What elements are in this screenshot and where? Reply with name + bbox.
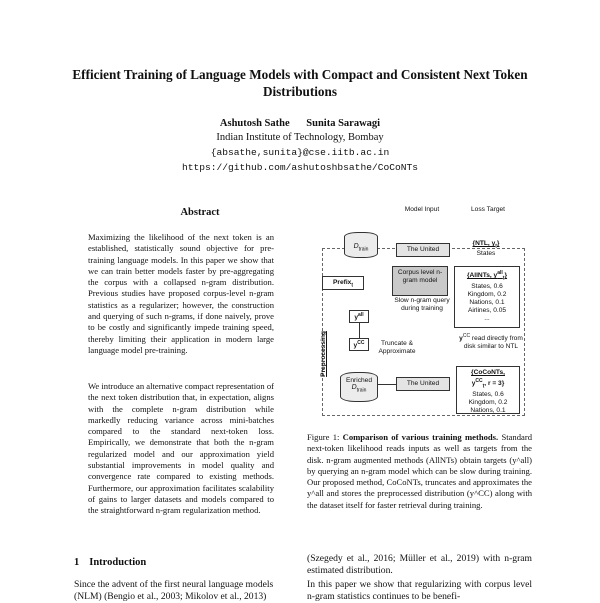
preprocessing-label: Preprocessing [320, 331, 327, 377]
author-list [0, 118, 600, 129]
email[interactable]: {absathe,sunita}@cse.iitb.ac.in [210, 147, 390, 158]
allnts-target-box [454, 266, 520, 328]
truncate-note: Truncate & Approximate [378, 340, 416, 355]
prefix-label: Prefix [333, 279, 352, 286]
allnts-value: Airlines, 0.05 [467, 306, 507, 314]
author-name: Sunita Sarawagi [306, 118, 381, 129]
allnts-value: Kingdom, 0.2 [467, 290, 507, 298]
coconts-value: States, 0.6 [472, 390, 504, 398]
prefix-box: Prefix$_t$ [322, 276, 364, 290]
coconts-value: Kingdom, 0.2 [468, 398, 508, 406]
ntl-tail: } [496, 240, 500, 247]
slow-query-note: Slow n-gram query during training [394, 297, 450, 312]
input-tokens-box: The United [396, 243, 450, 257]
ntl-target-value: States [476, 250, 496, 257]
caption-text: Standard next-token likelihood reads inputs as well as targets from the disk. n-gram augmented methods (AllNTs) obtain targets (y^all) by querying an n-gram model which can be slow during training. Our proposed method, CoCoNTs, truncates and approximates the y^all and stores the preprocessed distribution (y^CC) along with the dataset itself for faster retrieval during training. [307, 432, 532, 510]
input-tokens-box-enriched: The United [396, 377, 450, 391]
enriched-dataset-cylinder: Enriched $D_{train}$ [340, 372, 378, 402]
train-dataset-cylinder [344, 232, 378, 258]
affiliation: Indian Institute of Technology, Bombay [216, 132, 384, 143]
enriched-label: Enriched [345, 377, 373, 384]
coconts-head: {CoCoNTs, [471, 369, 505, 376]
ntl-target-label: {NTL, $y_t$} [472, 240, 500, 250]
y-all-box: $y^{all}$ [349, 310, 369, 323]
coconts-target-box [456, 366, 520, 414]
abstract-paragraph: Maximizing the likelihood of the next token is an established, statistically sound objective for pre-training language models. In this paper we show that we can train better models faster by pre-aggregating the corpus with a collapsed n-gram distribution. Previous studies have proposed corpus-level n-gram statistics as a regularizer; however, the construction and querying of such n-grams, if done naively, prove to be costly and significantly impede training speed, thereby limiting their application in modern large language model pre-training. [88, 232, 274, 355]
ntl-head: {NTL, y [472, 240, 496, 247]
section-number: 1 [74, 557, 80, 568]
body-paragraph: (Szegedy et al., 2016; Müller et al., 2019) with n-gram estimated distribution. [307, 553, 532, 576]
allnts-head: {AllNTs, $y^{all}_t$} [466, 270, 508, 282]
coconts-value: Nations, 0.1 [470, 406, 506, 414]
allnts-value: ... [484, 314, 490, 322]
figure-1-diagram [316, 200, 530, 422]
approx-arrow [359, 323, 360, 338]
allnts-value: Nations, 0.1 [469, 298, 505, 306]
enriched-arrow [378, 384, 396, 385]
body-paragraph: In this paper we show that regularizing with corpus level n-gram statistics continues to be benefi- [307, 579, 532, 602]
intro-first-line: Since the advent of the first neural language models (NLM) (Bengio et al., 2003; Mikolov et al., 2013) [74, 579, 274, 602]
dataset-subscript: train [358, 246, 369, 253]
abstract-paragraph: We introduce an alternative compact representation of the next token distribution that, in expectation, aligns with the complete n-gram distribution while markedly reducing variance across mini-batches compared to the standard next-token loss. Empirically, we demonstrate that both the n-gram regularized model and our approximation yield substantial improvements in model quality and convergence rate compared to existing methods. Furthermore, our approximation facilitates scalability of gains to larger datasets and models compared to the straightforward n-gram regularization method. [88, 381, 274, 516]
repo-link[interactable]: https://github.com/ashutoshbsathe/CoCoNTs [181, 162, 419, 173]
caption-title: Comparison of various training methods. [342, 432, 499, 442]
coconts-sub: $y^{CC}_t$, r = 3} [471, 378, 505, 390]
read-direct-note: $y^{CC}$ read directly from disk similar to NTL [459, 333, 523, 351]
paper-title: Efficient Training of Language Models with Compact and Consistent Next Token Distributions [72, 67, 528, 99]
caption-label: Figure 1: [307, 432, 340, 442]
dataset-symbol: D [353, 243, 359, 250]
model-input-label: Model Input [404, 206, 440, 213]
y-cc-box: $y^{CC}$ [349, 338, 369, 351]
section-heading [74, 557, 146, 568]
allnts-value: States, 0.6 [471, 282, 503, 290]
author-name: Ashutosh Sathe [219, 118, 290, 129]
loss-target-label: Loss Target [471, 206, 505, 213]
section-title: Introduction [89, 557, 147, 568]
ngram-model-box: Corpus level n-gram model [392, 266, 448, 296]
figure-caption [307, 432, 532, 511]
abstract-heading: Abstract [180, 207, 220, 218]
